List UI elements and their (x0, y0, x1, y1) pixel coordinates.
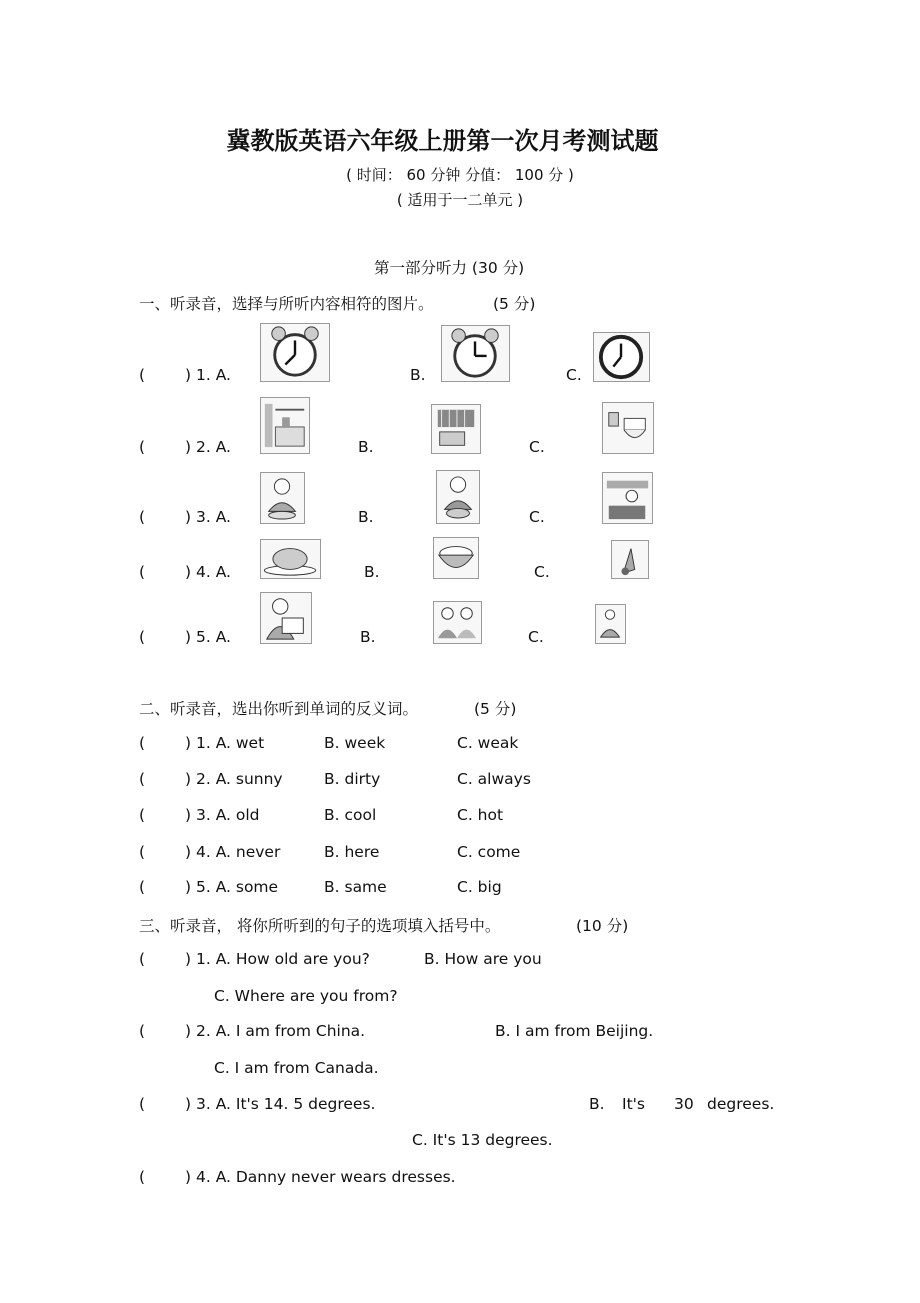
option-b-label: B. (410, 366, 426, 384)
question-number: ) 1. A. (185, 366, 231, 384)
option-b: B. dirty (324, 770, 381, 788)
answer-bracket[interactable]: ( (139, 1095, 146, 1113)
answer-bracket[interactable]: ( (139, 806, 146, 824)
option-a: ) 4. A. Danny never wears dresses. (185, 1168, 456, 1186)
option-a: ) 3. A. It's 14. 5 degrees. (185, 1095, 376, 1113)
answer-bracket[interactable]: ( (139, 438, 146, 456)
answer-bracket[interactable]: ( (139, 770, 146, 788)
section-title: 三、听录音， 将你所听到的句子的选项填入括号中。 (139, 917, 501, 935)
answer-bracket[interactable]: ( (139, 563, 146, 581)
option-c: C. come (457, 843, 521, 861)
question-number: ) 4. A. (185, 563, 231, 581)
section-points: (5 分) (474, 700, 517, 718)
option-a: ) 3. A. old (185, 806, 260, 824)
alarm-clock-icon[interactable] (260, 323, 330, 382)
question-number: ) 2. A. (185, 438, 231, 456)
option-b-label: B. (360, 628, 376, 646)
option-b-label: B. (589, 1095, 605, 1113)
answer-bracket[interactable]: ( (139, 1022, 146, 1040)
option-c: C. hot (457, 806, 504, 824)
option-b: B. cool (324, 806, 377, 824)
option-a: ) 1. A. How old are you? (185, 950, 370, 968)
child-sitting-icon[interactable] (595, 604, 626, 644)
option-b-label: B. (364, 563, 380, 581)
option-c: C. big (457, 878, 502, 896)
kitchen-cooking-icon[interactable] (602, 472, 653, 524)
answer-bracket[interactable]: ( (139, 628, 146, 646)
option-b: B. I am from Beijing. (495, 1022, 654, 1040)
option-b-number: 30 (674, 1095, 694, 1113)
option-c-label: C. (534, 563, 550, 581)
boy-cooking-icon[interactable] (436, 470, 480, 524)
bathroom-icon[interactable] (602, 402, 654, 454)
rice-bowl-icon[interactable] (433, 537, 479, 579)
option-b: B. same (324, 878, 387, 896)
boy-eating-icon[interactable] (260, 472, 305, 524)
option-b: B. here (324, 843, 380, 861)
vegetables-icon[interactable] (611, 540, 649, 579)
section-points: (5 分) (493, 295, 536, 313)
section-points: (10 分) (576, 917, 629, 935)
option-b: B. week (324, 734, 386, 752)
option-a: ) 4. A. never (185, 843, 281, 861)
option-c: C. always (457, 770, 531, 788)
answer-bracket[interactable]: ( (139, 878, 146, 896)
living-room-icon[interactable] (431, 404, 481, 454)
grandma-reading-icon[interactable] (260, 592, 312, 644)
page-title: 冀教版英语六年级上册第一次月考测试题 (226, 127, 659, 155)
roast-chicken-icon[interactable] (260, 539, 321, 579)
option-a: ) 2. A. I am from China. (185, 1022, 366, 1040)
answer-bracket[interactable]: ( (139, 508, 146, 526)
alarm-clock-icon[interactable] (441, 325, 510, 382)
question-number: ) 3. A. (185, 508, 231, 526)
question-number: ) 5. A. (185, 628, 231, 646)
section-title: 一、听录音，选择与所听内容相符的图片。 (139, 295, 434, 313)
option-b-word: It's (622, 1095, 645, 1113)
kitchen-icon[interactable] (260, 397, 310, 454)
answer-bracket[interactable]: ( (139, 950, 146, 968)
answer-bracket[interactable]: ( (139, 734, 146, 752)
answer-bracket[interactable]: ( (139, 843, 146, 861)
option-a: ) 2. A. sunny (185, 770, 283, 788)
children-playing-icon[interactable] (433, 601, 482, 644)
option-c-label: C. (529, 508, 545, 526)
option-c: C. It's 13 degrees. (412, 1131, 553, 1149)
answer-bracket[interactable]: ( (139, 366, 146, 384)
option-c-label: C. (529, 438, 545, 456)
wall-clock-icon[interactable] (593, 332, 650, 382)
option-b-label: B. (358, 438, 374, 456)
section-title: 二、听录音，选出你听到单词的反义词。 (139, 700, 419, 718)
option-c: C. I am from Canada. (214, 1059, 379, 1077)
option-b-label: B. (358, 508, 374, 526)
option-c-label: C. (528, 628, 544, 646)
option-c: C. Where are you from? (214, 987, 398, 1005)
answer-bracket[interactable]: ( (139, 1168, 146, 1186)
exam-info: ( 时间： 60 分钟 分值： 100 分 ) (346, 166, 574, 184)
option-c-label: C. (566, 366, 582, 384)
exam-scope: ( 适用于一二单元 ) (396, 191, 524, 209)
option-b: B. How are you (424, 950, 542, 968)
option-a: ) 5. A. some (185, 878, 279, 896)
option-a: ) 1. A. wet (185, 734, 265, 752)
option-b-unit: degrees. (707, 1095, 775, 1113)
part-heading: 第一部分听力 (30 分) (374, 259, 525, 277)
option-c: C. weak (457, 734, 519, 752)
